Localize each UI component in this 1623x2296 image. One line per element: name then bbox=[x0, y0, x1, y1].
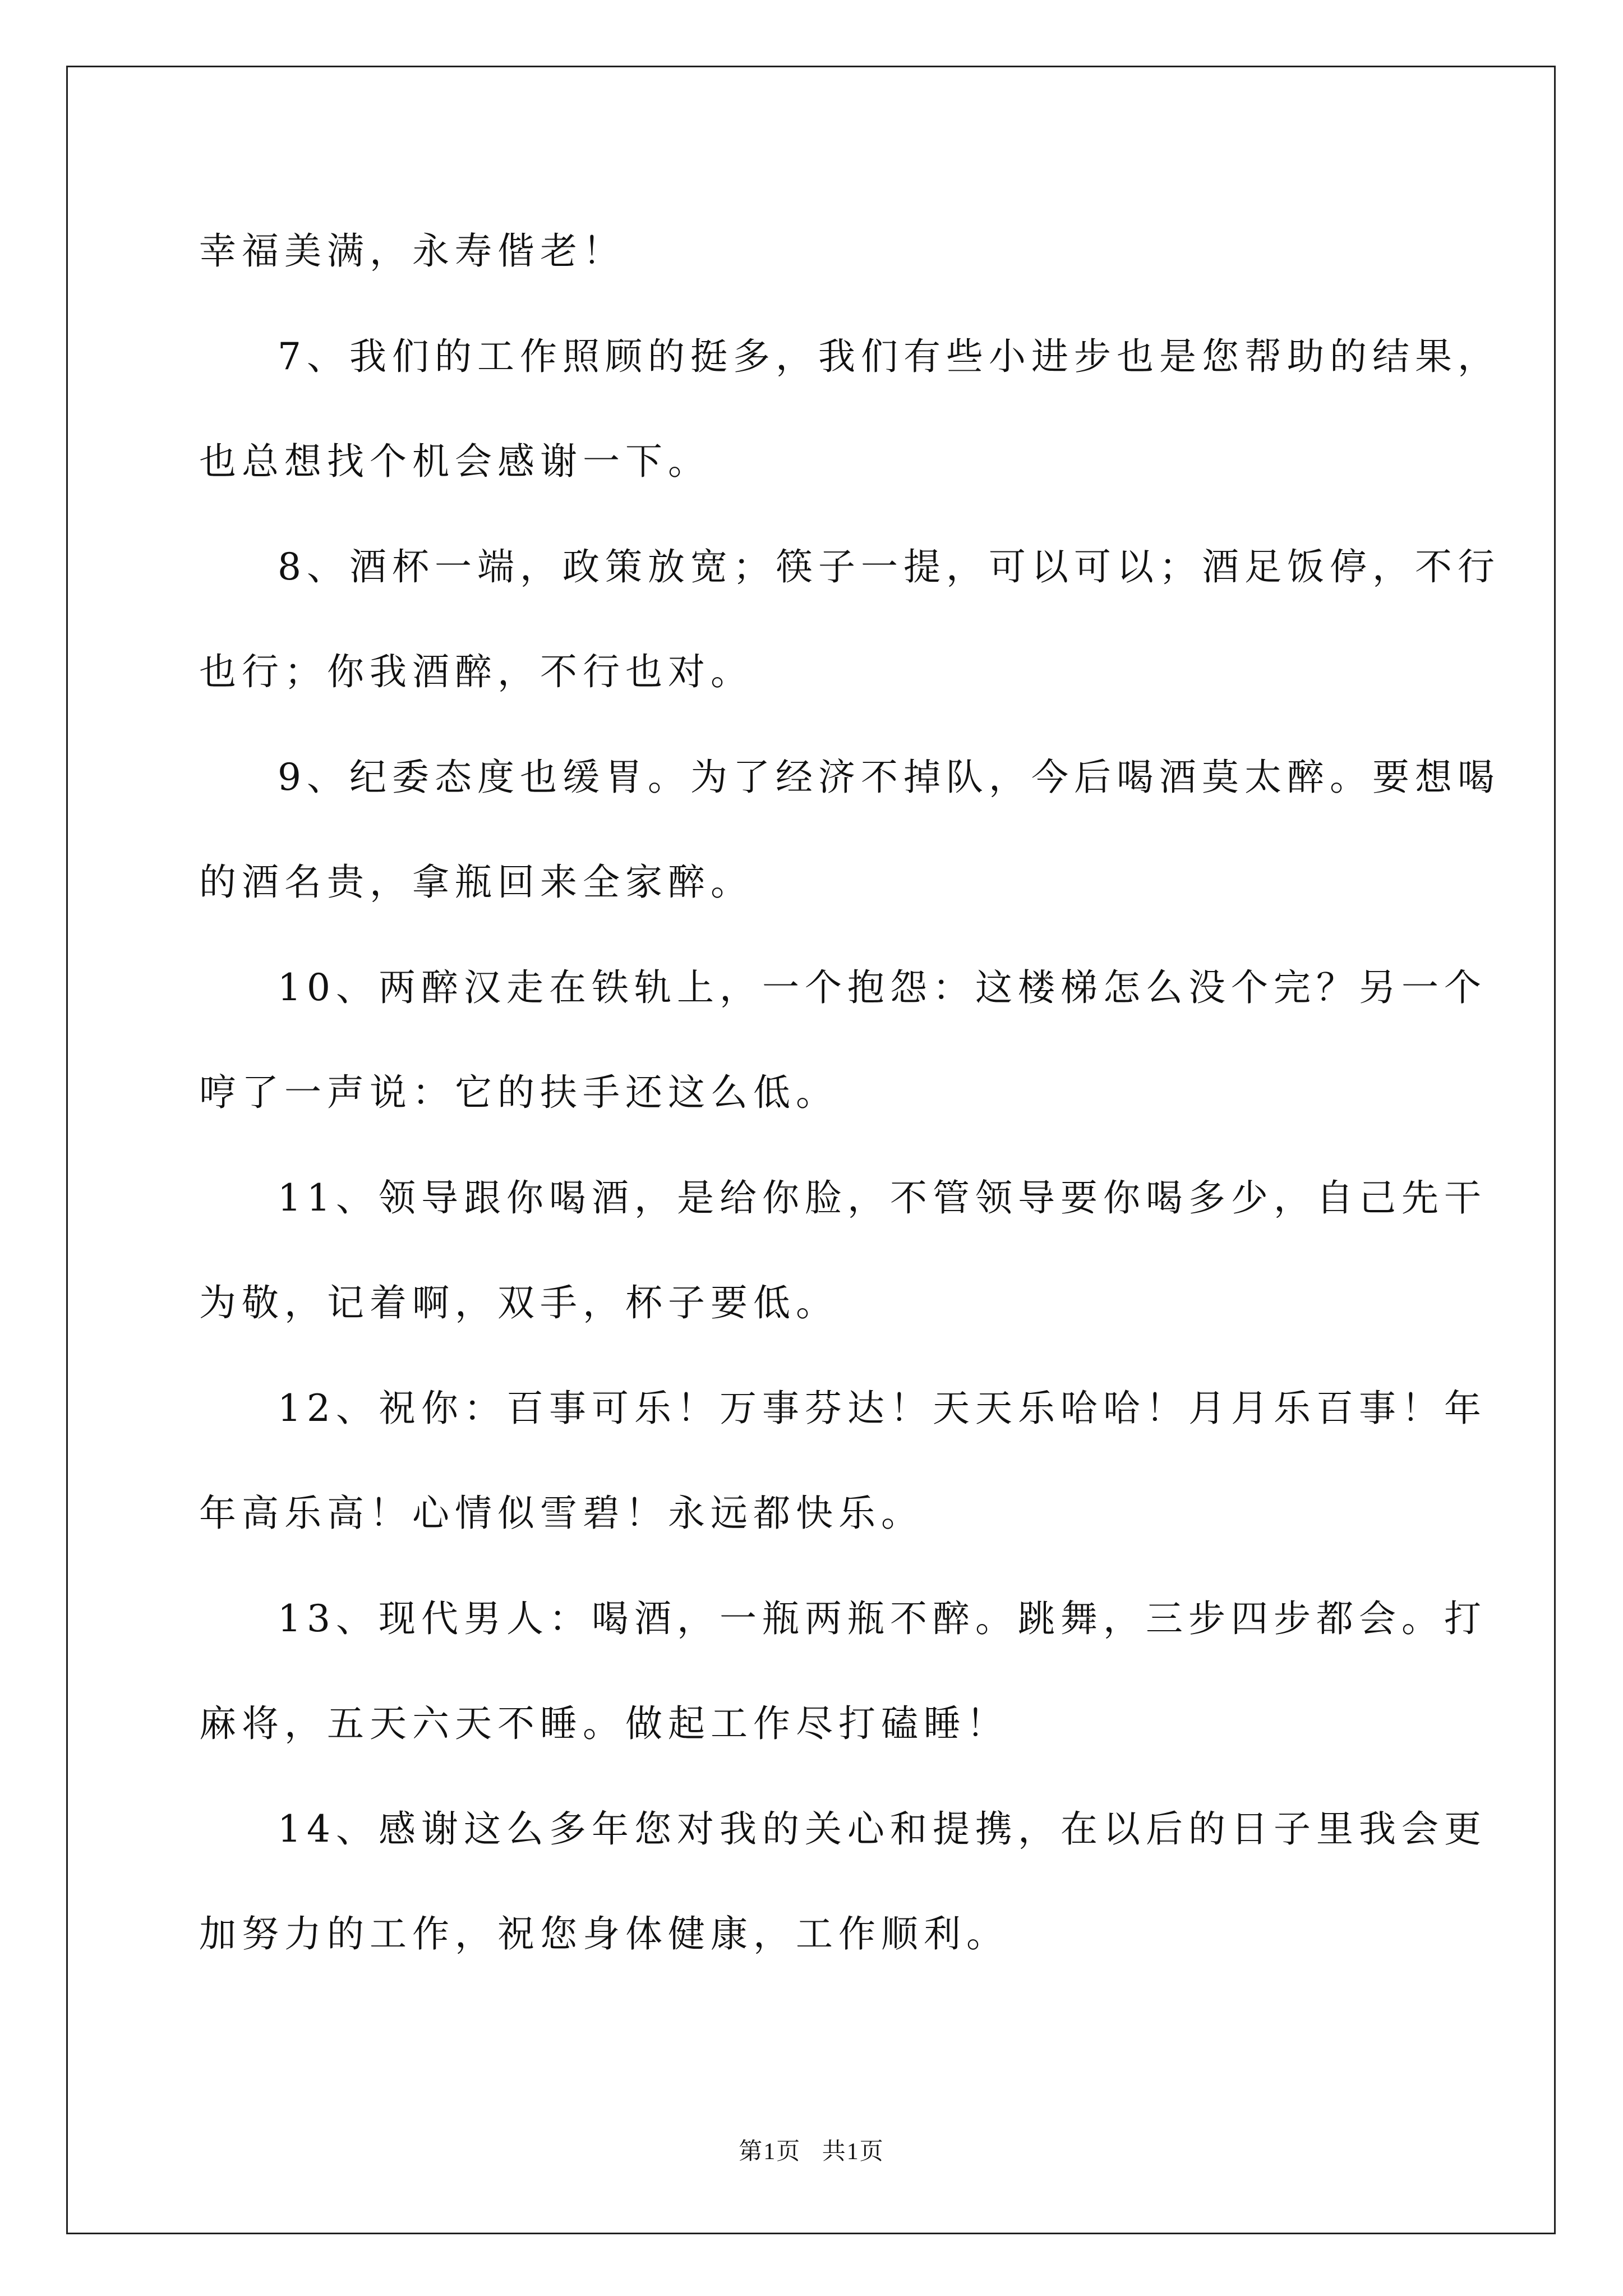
paragraph-first-line: 14、感谢这么多年您对我的关心和提携，在以后的日子里我会更 bbox=[278, 1807, 1487, 1851]
paragraph-line: 哼了一声说：它的扶手还这么低。 bbox=[199, 1071, 838, 1114]
paragraph-first-line: 11、领导跟你喝酒，是给你脸，不管领导要你喝多少，自己先干 bbox=[278, 1176, 1487, 1220]
paragraph-line: 年高乐高！心情似雪碧！永远都快乐。 bbox=[199, 1492, 924, 1535]
page-border bbox=[66, 66, 1556, 2234]
paragraph-line: 也行；你我酒醉，不行也对。 bbox=[199, 650, 753, 693]
paragraph-first-line: 12、祝你：百事可乐！万事芬达！天天乐哈哈！月月乐百事！年 bbox=[278, 1386, 1487, 1430]
paragraph-line: 为敬，记着啊，双手，杯子要低。 bbox=[199, 1281, 838, 1324]
paragraph-line: 幸福美满，永寿偕老！ bbox=[199, 229, 625, 273]
paragraph-line: 加努力的工作，祝您身体健康，工作顺利。 bbox=[199, 1912, 1009, 1955]
footer-spacer bbox=[801, 2139, 822, 2165]
page-number: 第1页 bbox=[739, 2139, 801, 2165]
page-footer bbox=[0, 2133, 1623, 2166]
paragraph-first-line: 7、我们的工作照顾的挺多，我们有些小进步也是您帮助的结果， bbox=[278, 334, 1500, 378]
paragraph-first-line: 9、纪委态度也缓胃。为了经济不掉队，今后喝酒莫太醉。要想喝 bbox=[278, 755, 1500, 799]
page-total: 共1页 bbox=[822, 2139, 884, 2165]
paragraph-first-line: 8、酒杯一端，政策放宽；筷子一提，可以可以；酒足饭停，不行 bbox=[278, 545, 1500, 588]
paragraph-line: 也总想找个机会感谢一下。 bbox=[199, 440, 711, 483]
paragraph-first-line: 10、两醉汉走在铁轨上，一个抱怨：这楼梯怎么没个完？另一个 bbox=[278, 965, 1487, 1009]
paragraph-first-line: 13、现代男人：喝酒，一瓶两瓶不醉。跳舞，三步四步都会。打 bbox=[278, 1596, 1487, 1640]
paragraph-line: 的酒名贵，拿瓶回来全家醉。 bbox=[199, 861, 753, 904]
paragraph-line: 麻将，五天六天不睡。做起工作尽打磕睡！ bbox=[199, 1702, 1009, 1745]
